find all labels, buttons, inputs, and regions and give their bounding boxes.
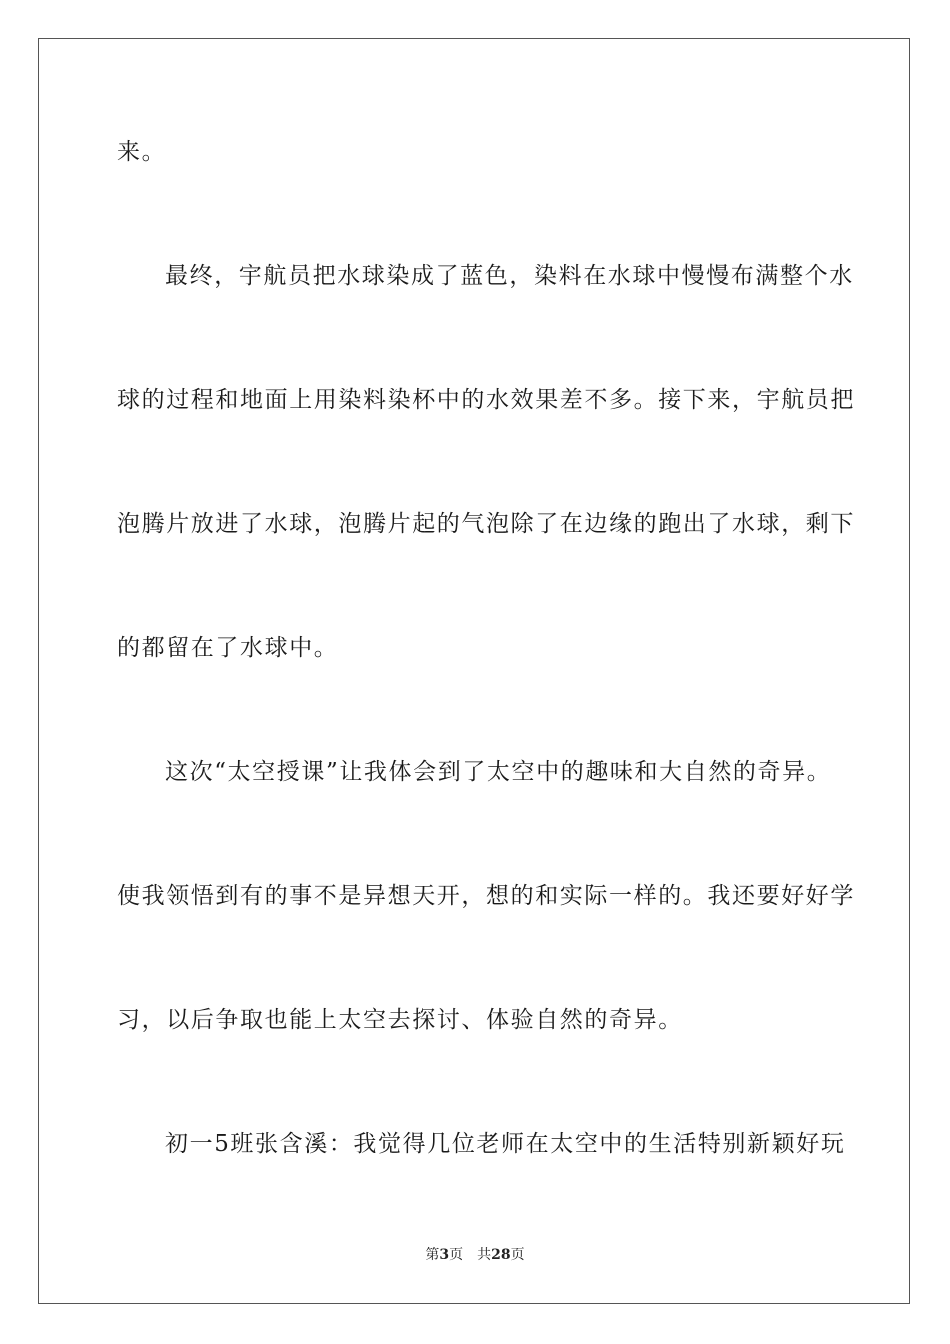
text-line-4: 泡腾片放进了水球，泡腾片起的气泡除了在边缘的跑出了水球，剩下 xyxy=(117,511,855,537)
page-prefix: 第 xyxy=(425,1247,440,1263)
text-line-6: 这次“太空授课”让我体会到了太空中的趣味和大自然的奇异。 xyxy=(165,759,832,785)
page-footer xyxy=(0,1246,950,1264)
text-line-8: 习，以后争取也能上太空去探讨、体验自然的奇异。 xyxy=(117,1007,683,1033)
text-line-3: 球的过程和地面上用染料染杯中的水效果差不多。接下来，宇航员把 xyxy=(117,387,855,413)
page-number: 3 xyxy=(439,1247,450,1263)
text-line-1: 来。 xyxy=(117,139,167,165)
page-border xyxy=(38,38,910,1304)
text-line-9: 初一5班张含溪：我觉得几位老师在太空中的生活特别新颖好玩 xyxy=(165,1131,846,1157)
total-prefix: 共 xyxy=(477,1247,492,1263)
page-suffix: 页 xyxy=(449,1247,464,1263)
total-suffix: 页 xyxy=(510,1247,525,1263)
text-line-5: 的都留在了水球中。 xyxy=(117,635,339,661)
text-line-2: 最终，宇航员把水球染成了蓝色，染料在水球中慢慢布满整个水 xyxy=(165,263,854,289)
total-pages: 28 xyxy=(491,1247,511,1263)
text-line-7: 使我领悟到有的事不是异想天开，想的和实际一样的。我还要好好学 xyxy=(117,883,855,909)
